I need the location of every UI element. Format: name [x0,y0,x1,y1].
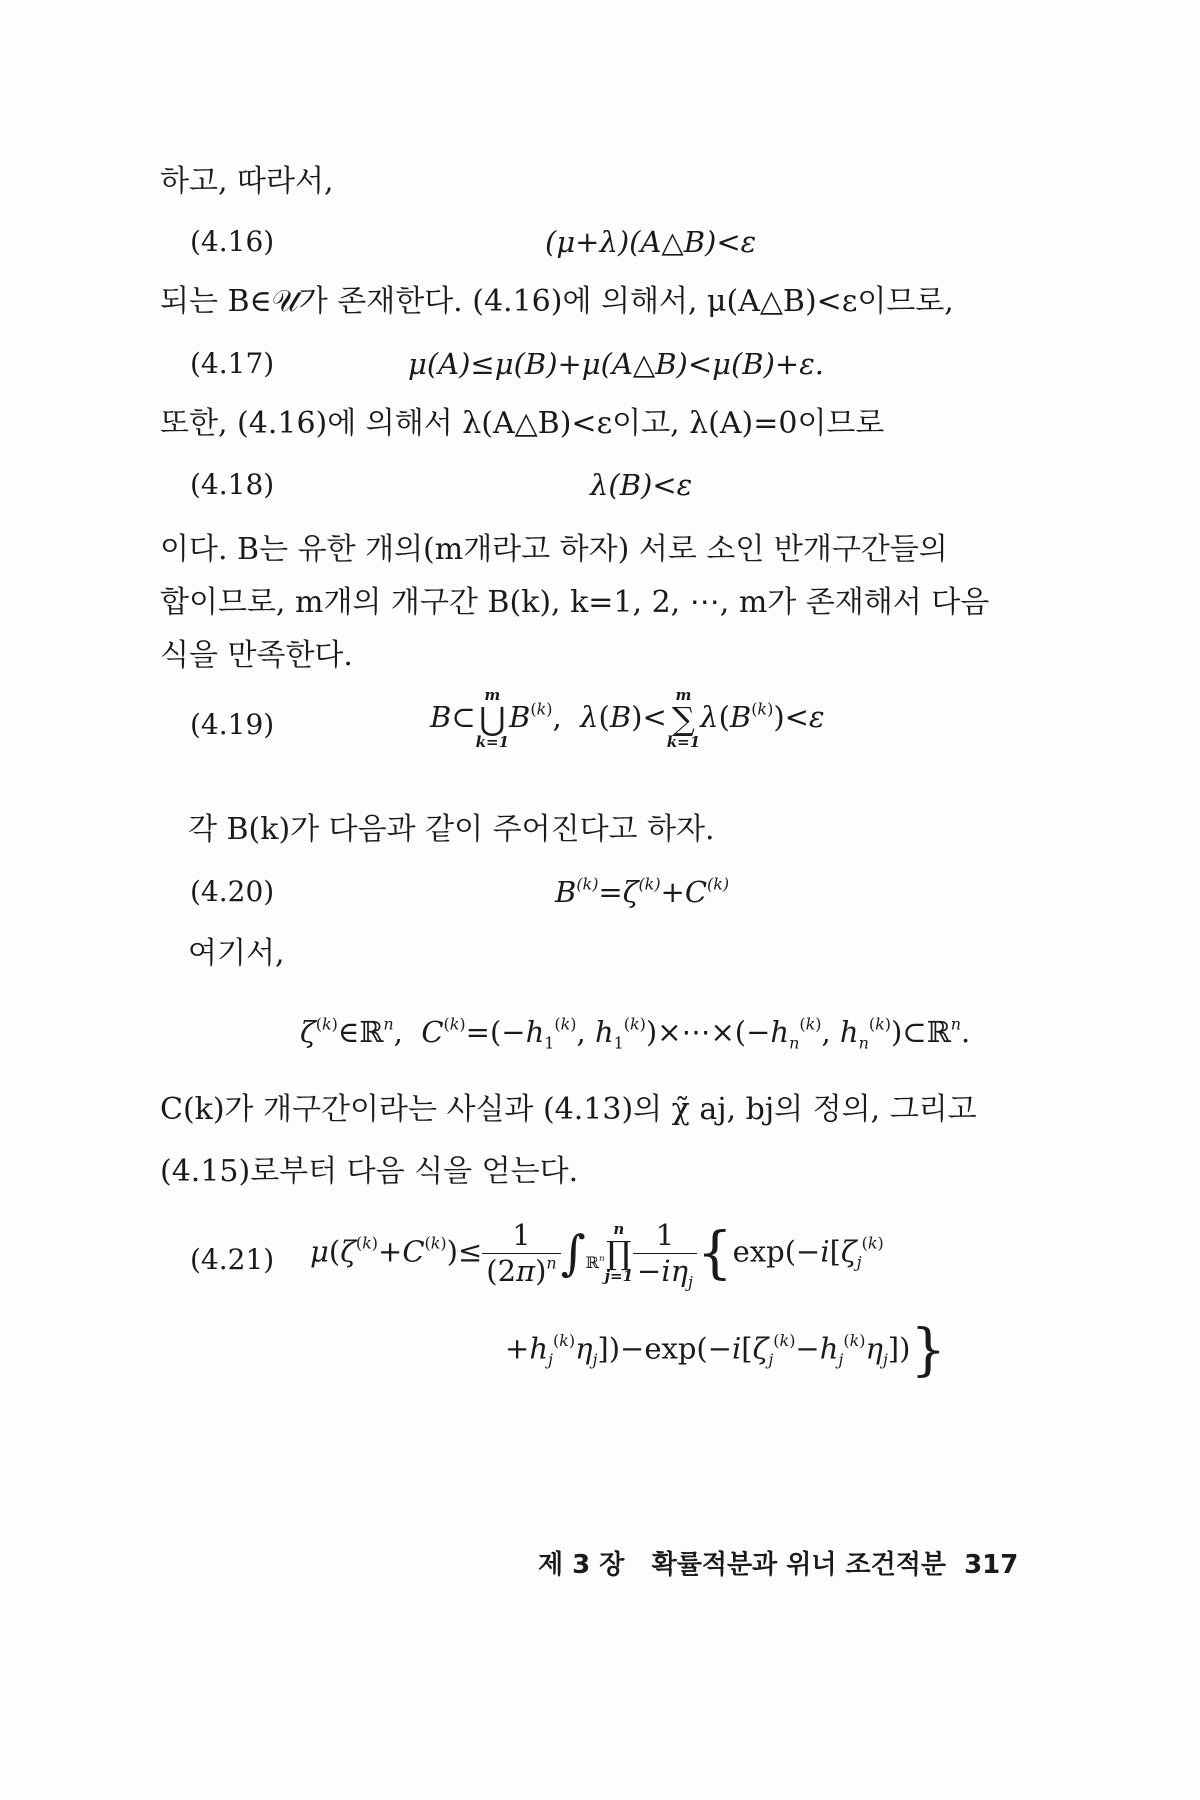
page-number: 317 [964,1550,1019,1580]
text-line-10: (4.15)로부터 다음 식을 얻는다. [160,1154,579,1189]
text-line-4: 이다. B는 유한 개의(m개라고 하자) 서로 소인 반개구간들의 [160,532,948,567]
eq-number-4-19: (4.19) [190,708,275,741]
eq-number-4-20: (4.20) [190,875,275,908]
text-line-9: C(k)가 개구간이라는 사실과 (4.13)의 χ̃ aj, bj의 정의, 그리고 [160,1092,977,1127]
eq-number-4-21: (4.21) [190,1243,275,1276]
equation-4-21-line-1: $\mu(\zeta^{(k)}+C^{(k)})\le$ $\frac{1}{(2\pi)^n}$ $\int_{ℝ^n}$ n ∏ j=1 $\frac{1}{-i\eta_j}$ {$\exp(-i[\zeta_j^{(k)}$ [310,1218,884,1292]
eq-number-4-18: (4.18) [190,468,275,501]
text-line-6: 식을 만족한다. [160,638,353,673]
equation-4-18: λ(B)<ε [590,468,693,502]
text-line-8: 여기서, [188,936,285,971]
eq-number-4-17: (4.17) [190,347,275,380]
text-line-1: 하고, 따라서, [160,164,334,199]
footer-title: 확률적분과 위너 조건적분 [651,1550,946,1580]
footer-chapter: 제 3 장 [538,1550,625,1580]
text-line-2: 되는 B∈𝒰가 존재한다. (4.16)에 의해서, μ(A△B)<ε이므로, [160,284,954,319]
equation-4-21-line-2: $+h_j^{(k)}\eta_j])-\exp(-i[\zeta_j^{(k)}-h_j^{(k)}\eta_j])$} [505,1318,947,1383]
equation-4-16: (μ+λ)(A△B)<ε [545,225,757,259]
text-line-3: 또한, (4.16)에 의해서 λ(A△B)<ε이고, λ(A)=0이므로 [160,406,885,441]
equation-4-17: μ(A)≤μ(B)+μ(A△B)<μ(B)+ε. [408,347,824,381]
page-footer [538,1544,1018,1581]
equation-4-19: B⊂ m ⋃ k=1 $B^{(k)}$, λ(B)< m ∑ k=1 $\lambda(B^{(k)})<\varepsilon$ [430,686,825,751]
equation-4-20: $B^{(k)}=\zeta^{(k)}+C^{(k)}$ [555,874,730,909]
equation-definition: $\zeta^{(k)}\in ℝ^n$, $C^{(k)}=(-h_1^{(k)}$, $h_1^{(k)})\times\cdots\times(-h_n^{(k)}$, $h_n^{(k)})\subset ℝ^n$. [300,1014,971,1053]
text-line-5: 합이므로, m개의 개구간 B(k), k=1, 2, ⋯, m가 존재해서 다음 [160,585,990,620]
eq-number-4-16: (4.16) [190,225,275,258]
text-line-7: 각 B(k)가 다음과 같이 주어진다고 하자. [188,812,715,847]
